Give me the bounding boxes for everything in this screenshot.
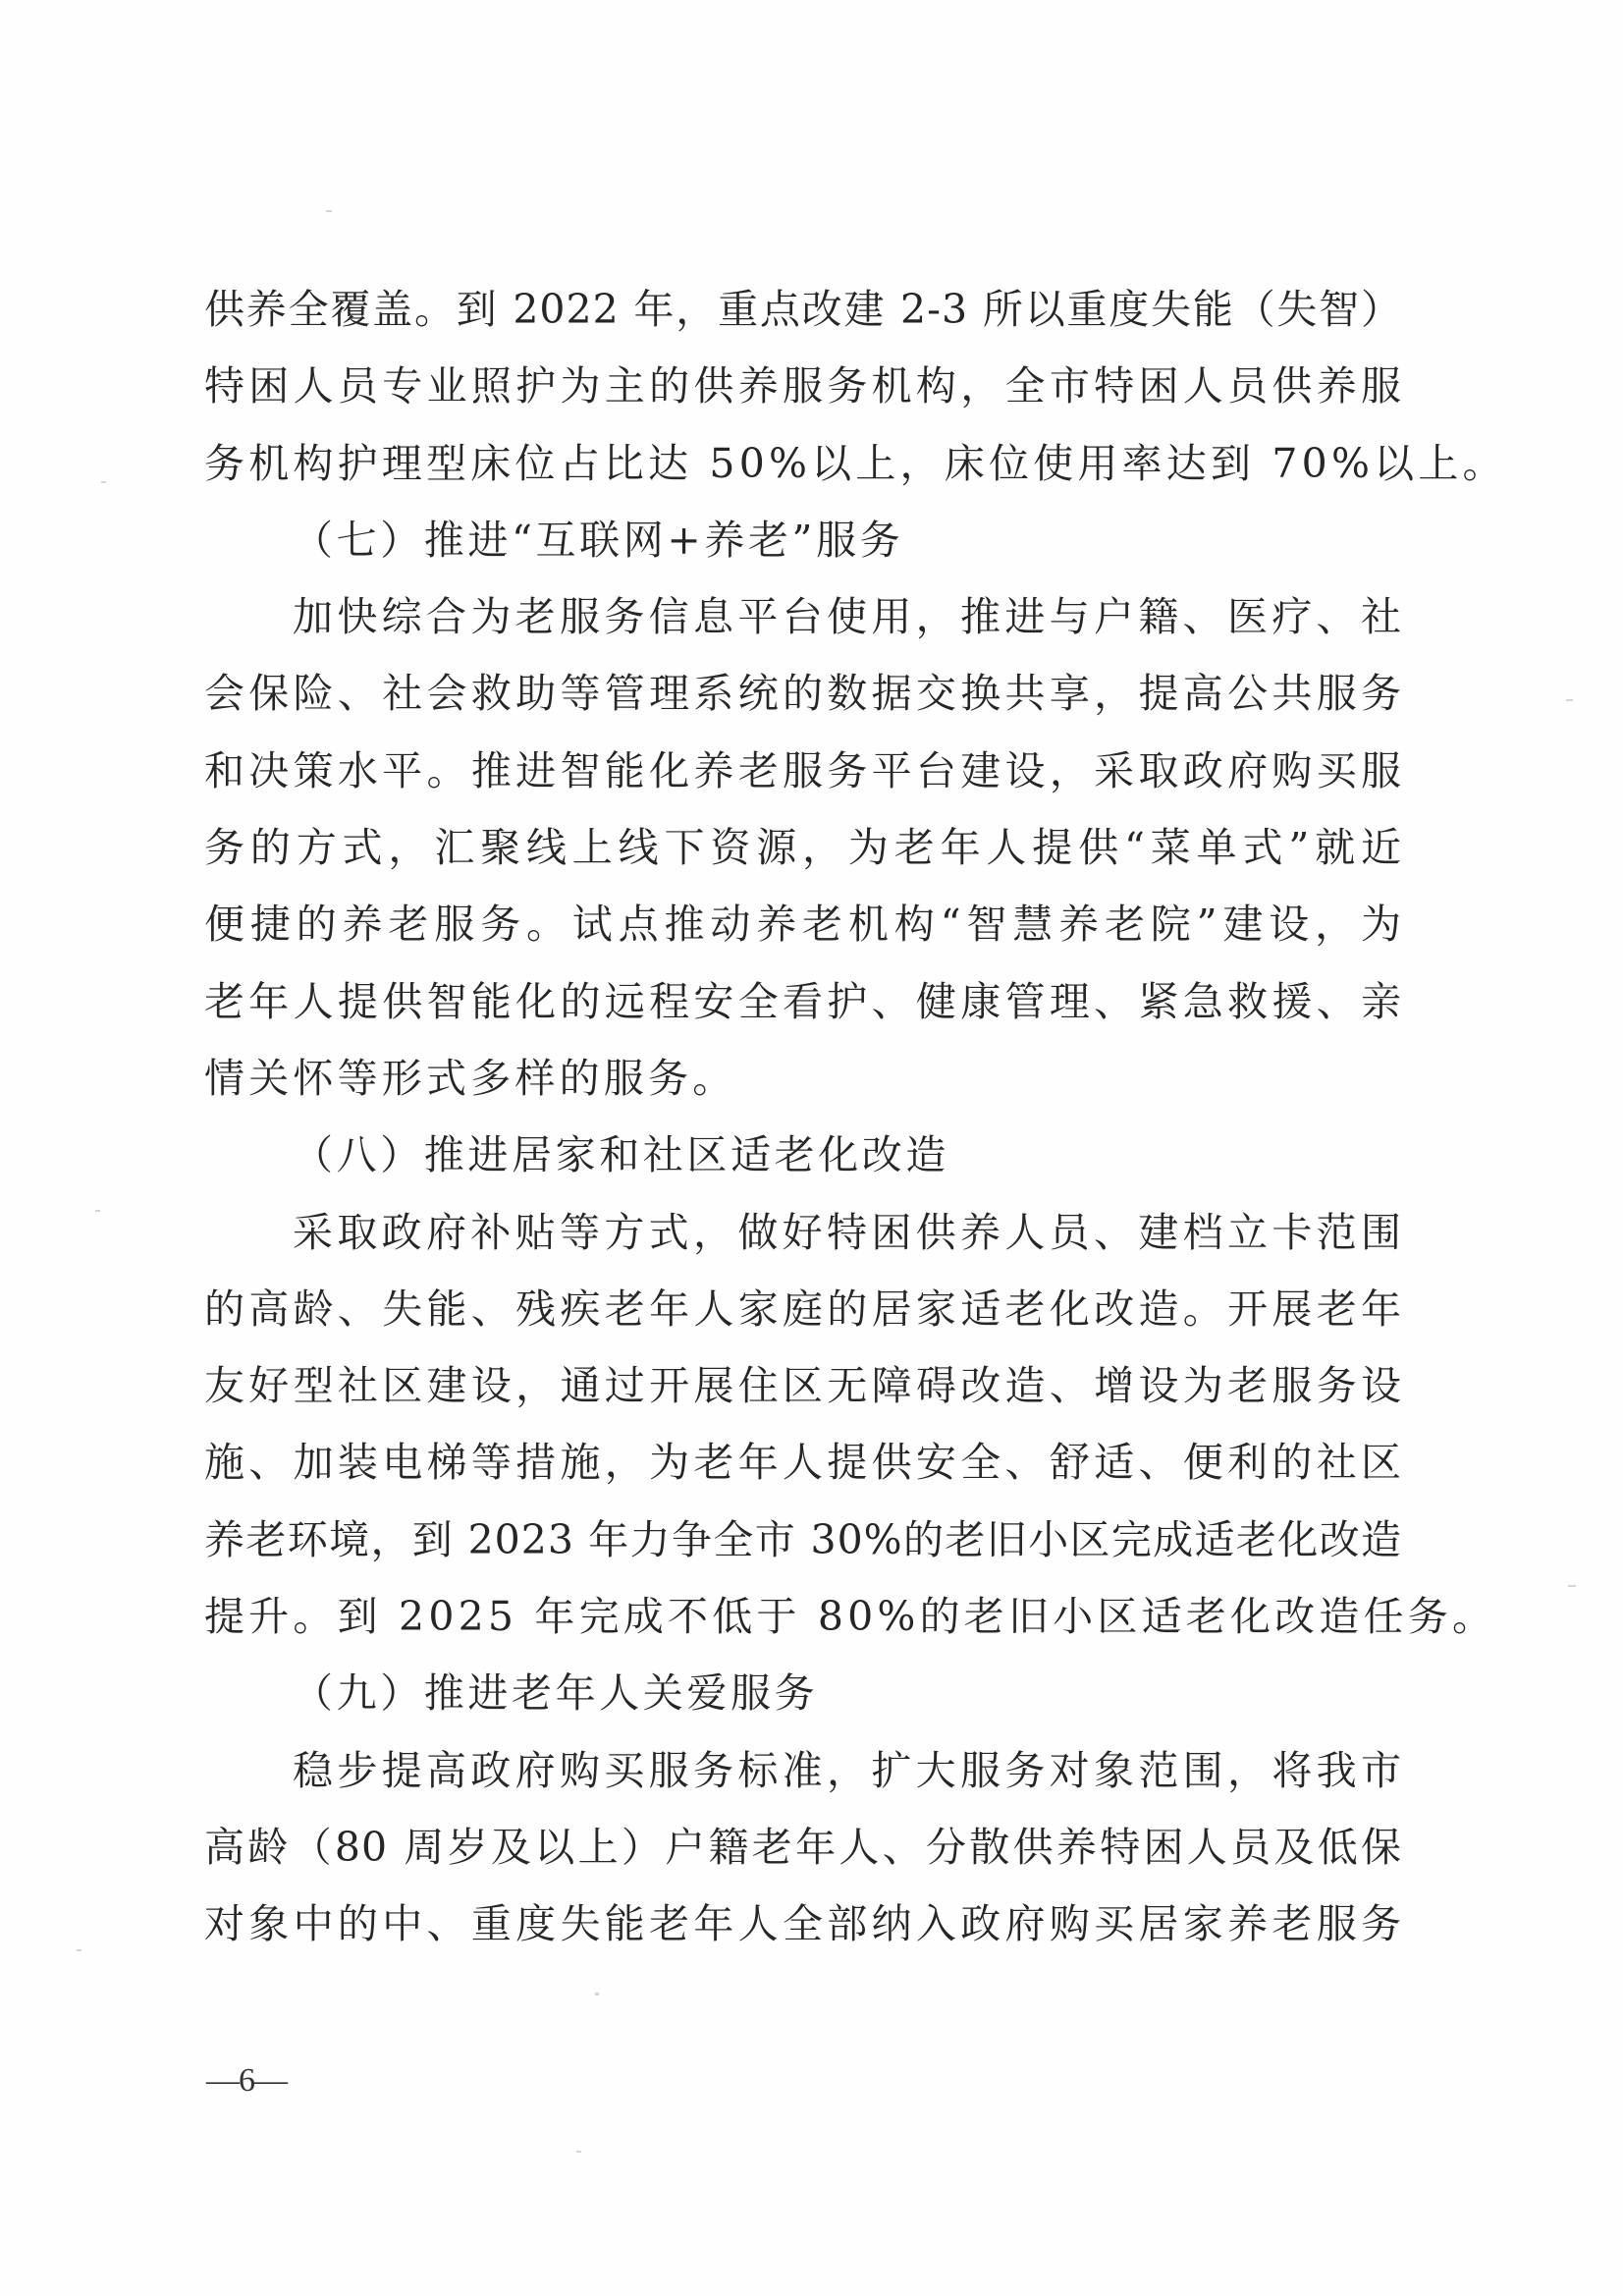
text-line: 便捷的养老服务。试点推动养老机构“智慧养老院”建设，为	[204, 901, 1402, 949]
text-line: 务的方式，汇聚线上线下资源，为老年人提供“菜单式”就近	[204, 824, 1402, 872]
page-number: —6—	[206, 2062, 287, 2099]
text-line: 老年人提供智能化的远程安全看护、健康管理、紧急救援、亲	[204, 977, 1402, 1025]
text-line: 供养全覆盖。到 2022 年，重点改建 2-3 所以重度失能（失智）	[204, 286, 1402, 333]
section-heading-7: （七）推进“互联网+养老”服务	[293, 516, 904, 564]
text-line: 务机构护理型床位占比达 50%以上，床位使用率达到 70%以上。	[204, 439, 1507, 487]
text-line: 友好型社区建设，通过开展住区无障碍改造、增设为老服务设	[204, 1362, 1402, 1410]
text-line: 高龄（80 周岁及以上）户籍老年人、分散供养特困人员及低保	[204, 1823, 1402, 1871]
section-heading-9: （九）推进老年人关爱服务	[293, 1669, 819, 1718]
text-line: 和决策水平。推进智能化养老服务平台建设，采取政府购买服	[204, 746, 1402, 794]
paragraph-start: 加快综合为老服务信息平台使用，推进与户籍、医疗、社	[293, 593, 1402, 641]
scan-speck	[595, 1993, 599, 1995]
text-line: 情关怀等形式多样的服务。	[204, 1054, 737, 1102]
text-line: 特困人员专业照护为主的供养服务机构，全市特困人员供养服	[204, 362, 1402, 410]
scan-speck	[95, 1210, 100, 1212]
scan-speck	[1568, 1585, 1576, 1587]
text-line: 的高龄、失能、残疾老年人家庭的居家适老化改造。开展老年	[204, 1285, 1402, 1333]
text-line: 会保险、社会救助等管理系统的数据交换共享，提高公共服务	[204, 670, 1402, 718]
scan-speck	[1566, 699, 1573, 701]
text-line: 提升。到 2025 年完成不低于 80%的老旧小区适老化改造任务。	[204, 1593, 1497, 1641]
scan-speck	[326, 210, 332, 212]
text-line: 对象中的中、重度失能老年人全部纳入政府购买居家养老服务	[204, 1900, 1402, 1948]
text-line: 养老环境，到 2023 年力争全市 30%的老旧小区完成适老化改造	[204, 1515, 1402, 1563]
section-heading-8: （八）推进居家和社区适老化改造	[293, 1131, 949, 1179]
scan-speck	[101, 481, 106, 483]
text-line: 施、加装电梯等措施，为老年人提供安全、舒适、便利的社区	[204, 1439, 1402, 1487]
scan-speck	[576, 2151, 581, 2153]
scan-speck	[77, 1949, 81, 1951]
paragraph-start: 采取政府补贴等方式，做好特困供养人员、建档立卡范围	[293, 1208, 1402, 1256]
paragraph-start: 稳步提高政府购买服务标准，扩大服务对象范围，将我市	[293, 1746, 1402, 1794]
body-text	[204, 282, 1507, 1974]
